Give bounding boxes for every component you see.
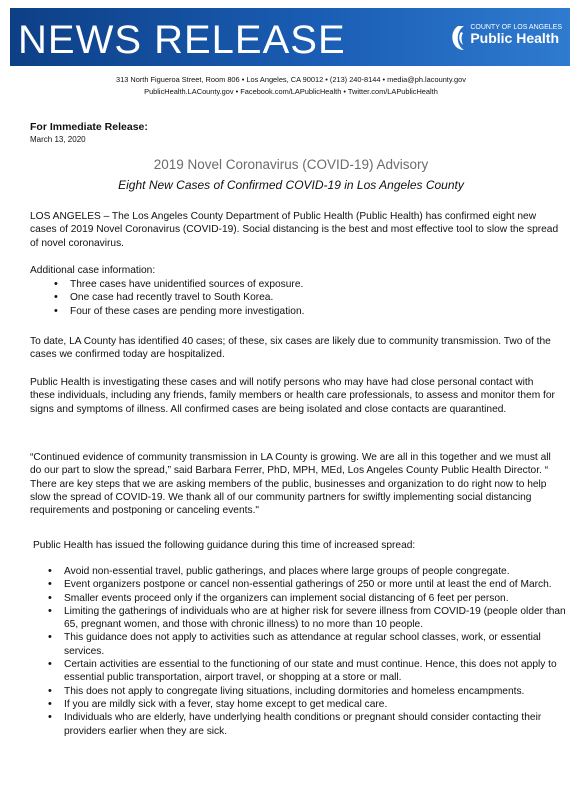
release-label: For Immediate Release:: [30, 121, 148, 133]
list-item: • Limiting the gatherings of individuals who are at higher risk for severe illness from COVID-19 (people older than 65, pregnant women, and those with chronic illness) to no more than 10 people.: [46, 605, 566, 632]
list-item: • This guidance does not apply to activities such as attendance at regular school classes, work, or essential services.: [46, 631, 566, 658]
subheadline: Eight New Cases of Confirmed COVID-19 in Los Angeles County: [118, 178, 464, 192]
logo-public-health-text: Public Health: [470, 30, 559, 46]
to-date-paragraph: To date, LA County has identified 40 cases; of these, six cases are likely due to community transmission. Two of the cases we confirmed today are hospitalized.: [30, 336, 551, 361]
list-item: • Individuals who are elderly, have underlying health conditions or pregnant should consider contacting their providers earlier when they are sick.: [46, 711, 566, 738]
additional-info-label: Additional case information:: [30, 265, 156, 276]
list-item: • Three cases have unidentified sources of exposure.: [52, 278, 552, 291]
list-item: • Smaller events proceed only if the organizers can implement social distancing of 6 feet per person.: [46, 592, 566, 605]
intro-paragraph: LOS ANGELES – The Los Angeles County Department of Public Health (Public Health) has confirmed eight new cases of 2019 Novel Coronavirus (COVID-19). Social distancing is the best and most effective tool to slow the spread of novel coronavirus.: [30, 211, 559, 249]
contact-address-line: 313 North Figueroa Street, Room 806 • Los Angeles, CA 90012 • (213) 240-8144 • media@ph.lacounty.gov: [116, 75, 466, 84]
list-item: • Event organizers postpone or cancel non-essential gatherings of 250 or more until at least the end of March.: [46, 578, 566, 591]
headline: 2019 Novel Coronavirus (COVID-19) Advisory: [153, 157, 429, 172]
guidance-label: Public Health has issued the following guidance during this time of increased spread:: [33, 540, 416, 551]
list-item: • This does not apply to congregate living situations, including dormitories and homeless encampments.: [46, 685, 566, 698]
list-item: • Four of these cases are pending more investigation.: [52, 305, 552, 318]
case-info-list: [52, 278, 552, 318]
news-release-banner: [10, 8, 570, 66]
contact-web-line: PublicHealth.LACounty.gov • Facebook.com/LAPublicHealth • Twitter.com/LAPublicHealth: [144, 87, 438, 96]
list-item: • If you are mildly sick with a fever, stay home except to get medical care.: [46, 698, 566, 711]
public-health-logo-icon: [449, 24, 467, 52]
list-item: • One case had recently travel to South Korea.: [52, 291, 552, 304]
guidance-list: [46, 565, 566, 738]
logo-county-text: COUNTY OF LOS ANGELES: [470, 24, 562, 31]
release-date: March 13, 2020: [30, 135, 86, 144]
public-health-logo: [449, 24, 562, 52]
list-item: • Certain activities are essential to the functioning of our state and must continue. Hence, this does not apply to essential public transportation, airport travel, or shopping at a store or mall.: [46, 658, 566, 685]
investigating-paragraph: Public Health is investigating these cases and will notify persons who may have had close personal contact with these individuals, including any friends, family members or health care professionals, to assess and monitor them for signs and symptoms of illness. All confirmed cases are being isolated and close contacts are quarantined.: [30, 377, 555, 415]
banner-title: NEWS RELEASE: [18, 18, 346, 62]
list-item: • Avoid non-essential travel, public gatherings, and places where large groups of people congregate.: [46, 565, 566, 578]
director-quote-paragraph: “Continued evidence of community transmission in LA County is growing. We are all in this together and we must all do our part to slow the spread,” said Barbara Ferrer, PhD, MPH, MEd, Los Angeles County Public Health Director. “ There are key steps that we are asking members of the public, businesses and organization to do right now to help slow the spread of COVID-19. We thank all of our community partners for swiftly implementing social distancing requirements and postponing or canceling events.": [30, 452, 551, 517]
